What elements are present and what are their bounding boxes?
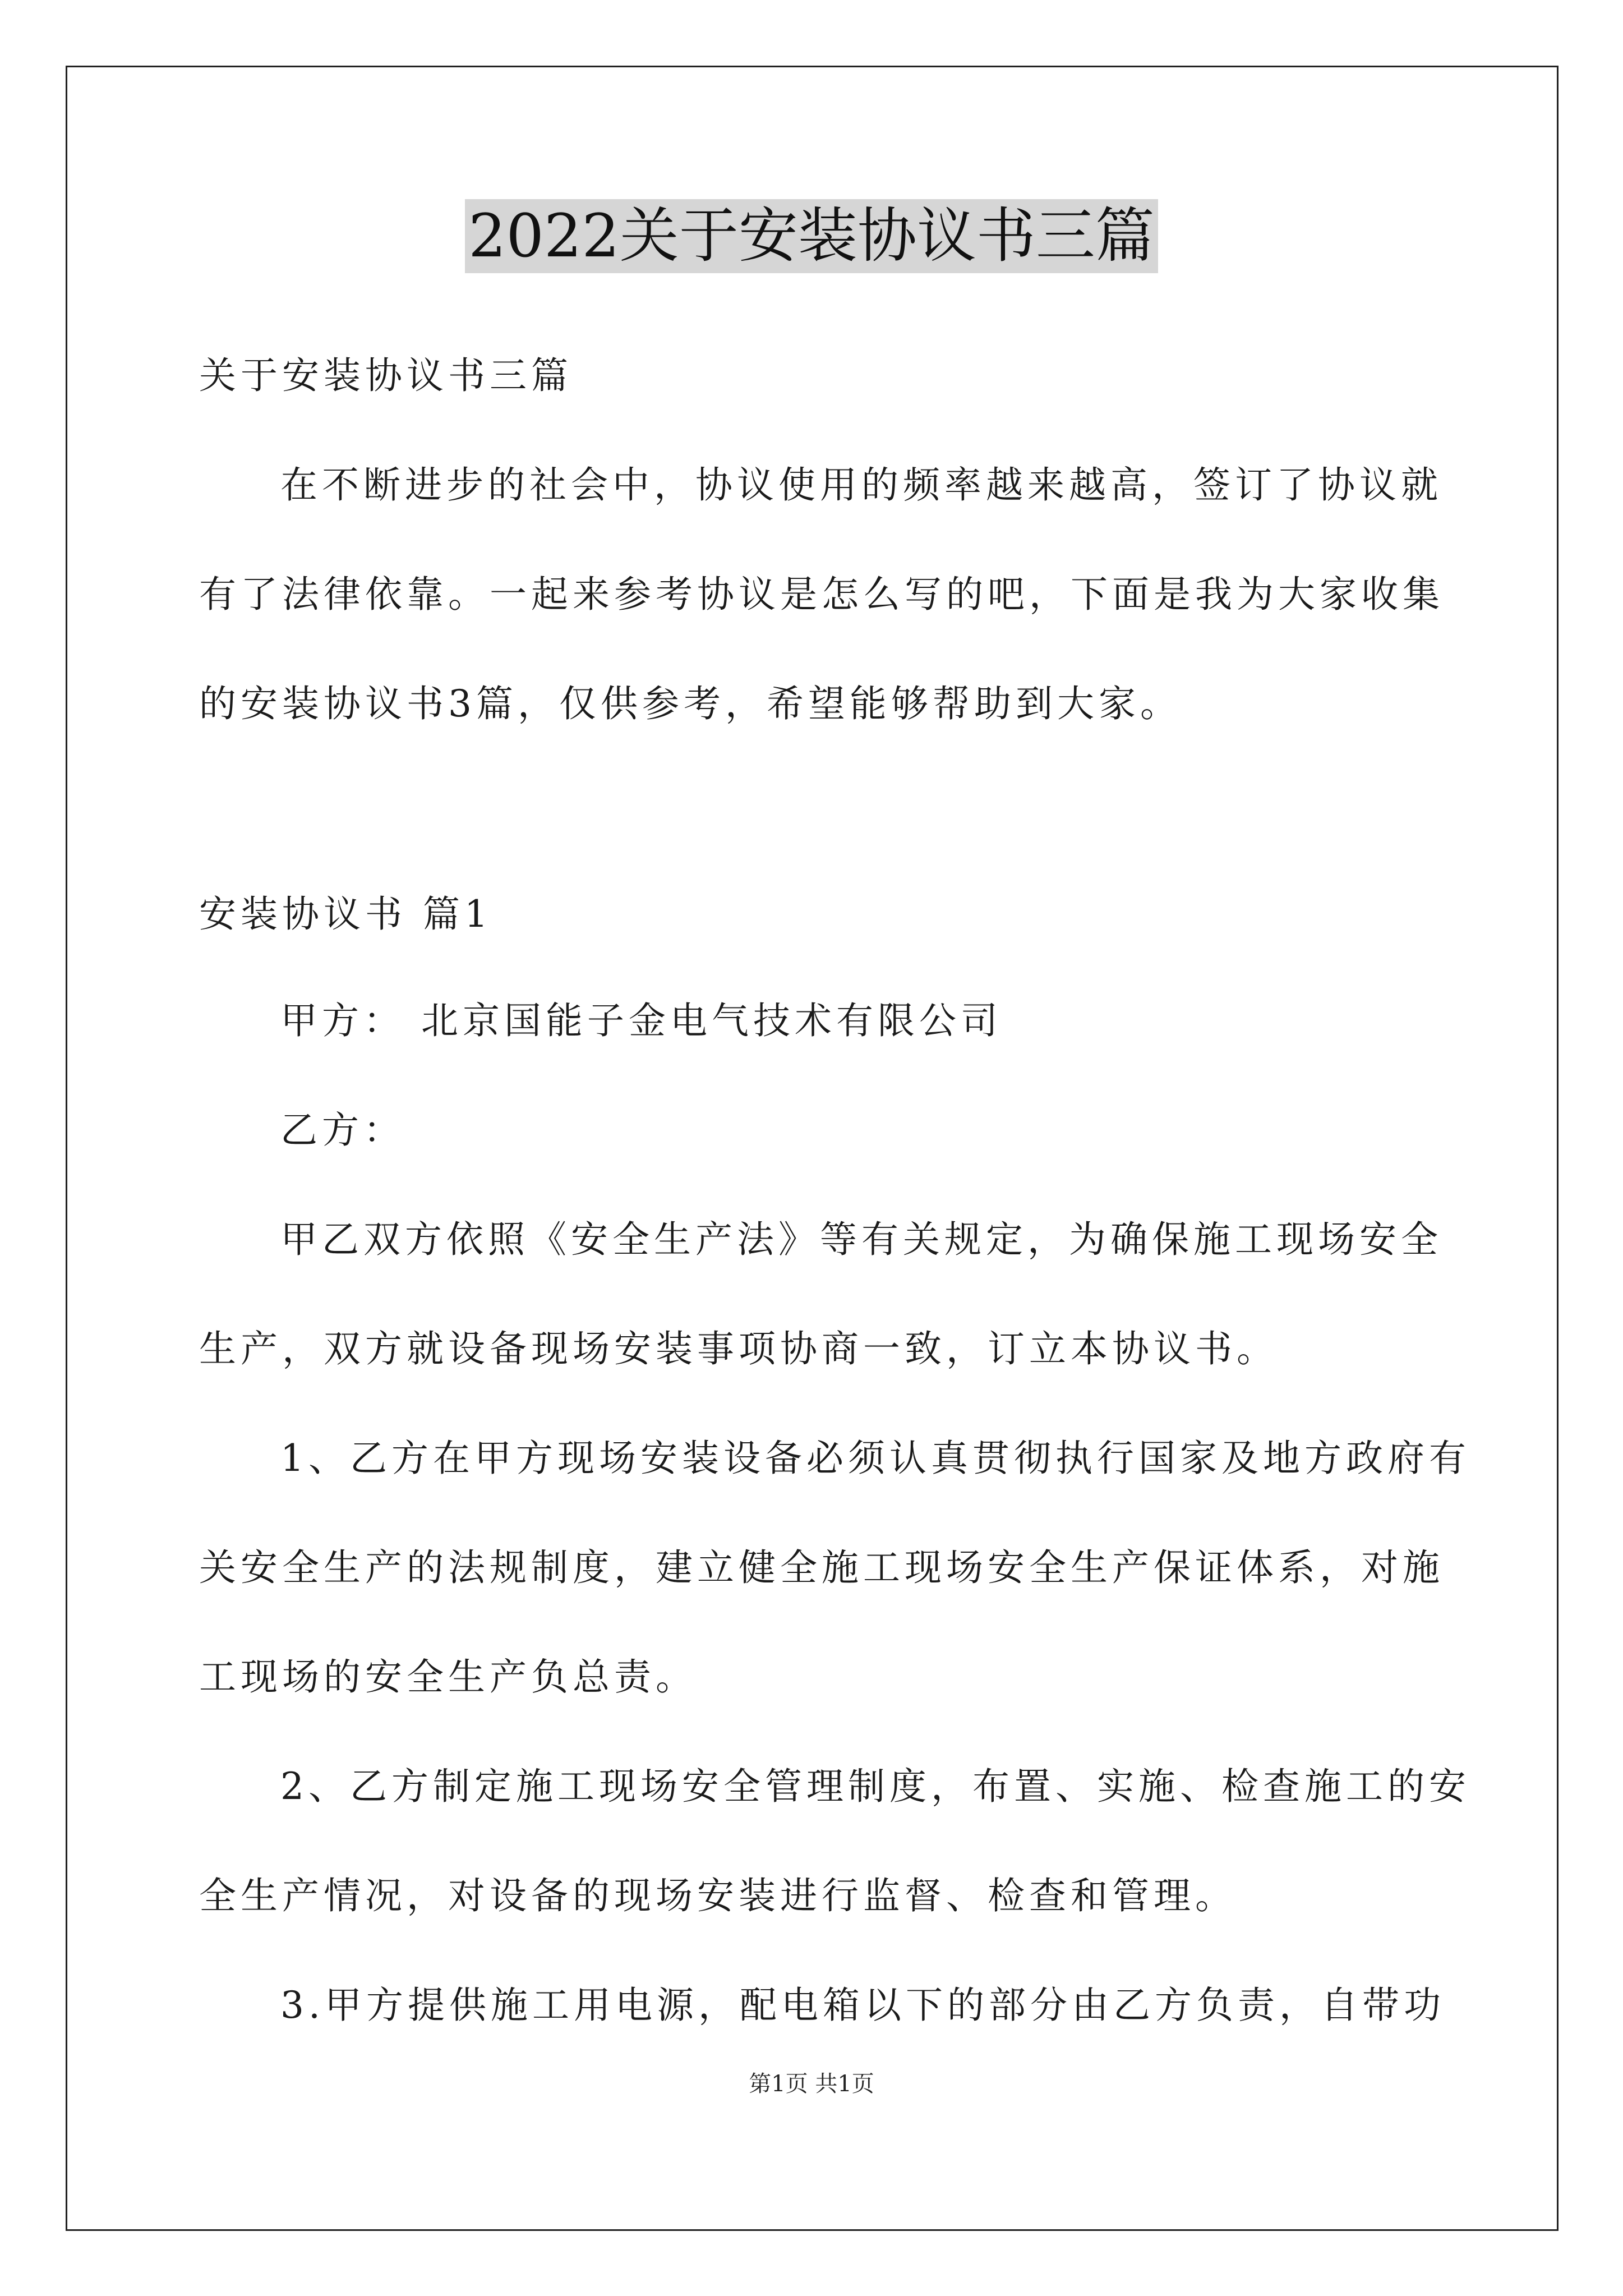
page-number-footer: 第1页 共1页 [749, 2071, 874, 2097]
intro-line-2: 有了法律依靠。一起来参考协议是怎么写的吧，下面是我为大家收集 [199, 573, 1444, 616]
body-line-3: 1、乙方在甲方现场安装设备必须认真贯彻执行国家及地方政府有 [280, 1437, 1470, 1480]
section-heading: 安装协议书 篇1 [199, 892, 492, 936]
body-line-8: 3.甲方提供施工用电源，配电箱以下的部分由乙方负责，自带功 [280, 1984, 1445, 2027]
body-line-6: 2、乙方制定施工现场安全管理制度，布置、实施、检查施工的安 [280, 1765, 1470, 1808]
intro-line-1: 在不断进步的社会中，协议使用的频率越来越高，签订了协议就 [280, 463, 1442, 507]
intro-line-3: 的安装协议书3篇，仅供参考，希望能够帮助到大家。 [199, 682, 1182, 725]
body-line-7: 全生产情况，对设备的现场安装进行监督、检查和管理。 [199, 1874, 1237, 1917]
body-line-2: 生产，双方就设备现场安装事项协商一致，订立本协议书。 [199, 1327, 1278, 1370]
document-title: 2022关于安装协议书三篇 [465, 199, 1158, 273]
party-b-line: 乙方： [280, 1108, 405, 1152]
party-a-line: 甲方： 北京国能子金电气技术有限公司 [280, 999, 1002, 1042]
title-container [0, 199, 1623, 273]
body-line-1: 甲乙双方依照《安全生产法》等有关规定，为确保施工现场安全 [280, 1218, 1442, 1261]
body-line-5: 工现场的安全生产负总责。 [199, 1655, 697, 1699]
document-subtitle: 关于安装协议书三篇 [199, 354, 573, 397]
body-line-4: 关安全生产的法规制度，建立健全施工现场安全生产保证体系，对施 [199, 1546, 1444, 1589]
